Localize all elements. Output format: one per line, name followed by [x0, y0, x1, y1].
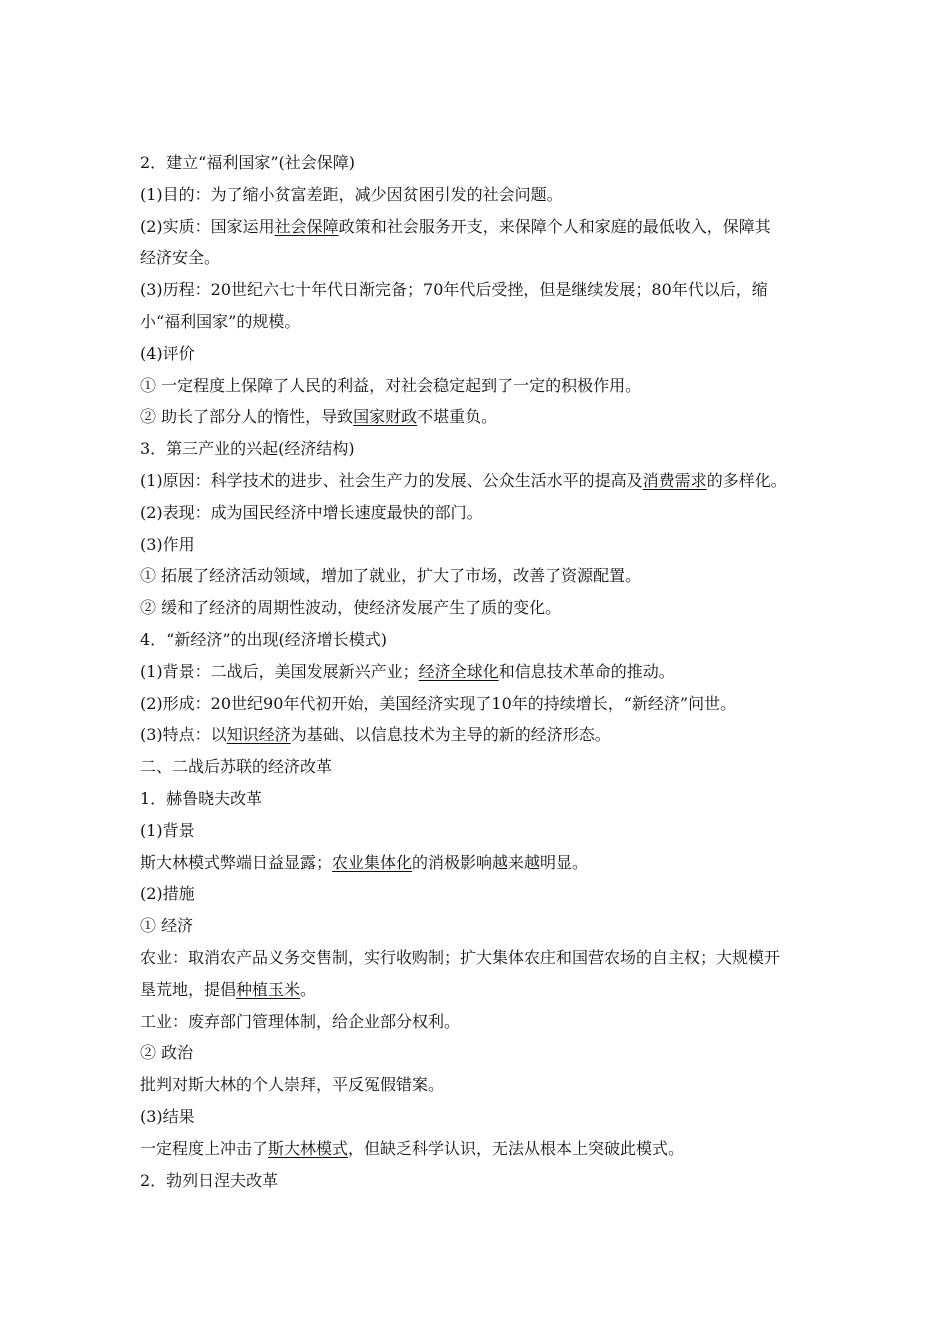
text-segment: 农业：取消农产品义务交售制，实行收购制；扩大集体农庄和国营农场的自主权；大规模开 [140, 947, 781, 967]
text-segment: 的消极影响越来越明显。 [412, 852, 589, 872]
text-segment: 3．第三产业的兴起(经济结构) [140, 439, 355, 459]
text-line [140, 1165, 820, 1197]
text-line [140, 1069, 820, 1101]
text-segment: (1)原因：科学技术的进步、社会生产力的发展、公众生活水平的提高及 [140, 470, 643, 490]
text-segment: 。 [300, 979, 317, 999]
text-segment: ，但缺乏科学认识，无法从根本上突破此模式。 [348, 1138, 685, 1158]
text-line [140, 211, 820, 243]
text-line [140, 910, 820, 942]
text-segment: (3)特点：以 [140, 725, 227, 745]
text-segment: (2)措施 [140, 884, 195, 904]
text-line [140, 815, 820, 847]
text-line [140, 465, 820, 497]
text-segment: 斯大林模式弊端日益显露； [140, 852, 333, 872]
underlined-keyword: 农业集体化 [332, 852, 413, 872]
text-segment: 的多样化。 [706, 470, 787, 490]
text-line [140, 1006, 820, 1038]
text-segment: (2)实质：国家运用 [140, 216, 275, 236]
text-segment: (1)背景：二战后，美国发展新兴产业； [140, 661, 419, 681]
text-line [140, 719, 820, 751]
underlined-keyword: 知识经济 [226, 725, 291, 745]
text-line [140, 179, 820, 211]
text-line [140, 592, 820, 624]
text-line [140, 974, 820, 1006]
text-line [140, 1101, 820, 1133]
text-segment: 垦荒地，提倡 [140, 979, 237, 999]
text-segment: 工业：废弃部门管理体制，给企业部分权利。 [140, 1011, 461, 1031]
text-segment: (4)评价 [140, 343, 195, 363]
text-segment: 2．建立“福利国家”(社会保障) [140, 153, 356, 172]
underlined-keyword: 社会保障 [274, 216, 339, 236]
underlined-keyword: 国家财政 [353, 407, 418, 427]
text-segment: 批判对斯大林的个人崇拜，平反冤假错案。 [140, 1075, 445, 1095]
text-line [140, 242, 820, 274]
text-segment: ① 一定程度上保障了人民的利益，对社会稳定起到了一定的积极作用。 [140, 375, 642, 395]
text-segment: 政策和社会服务开支，来保障个人和家庭的最低收入，保障其 [338, 216, 771, 236]
text-segment: 不堪重负。 [417, 407, 498, 427]
text-line [140, 1133, 820, 1165]
text-line [140, 370, 820, 402]
text-line [140, 688, 820, 720]
text-line [140, 783, 820, 815]
text-segment: ② 政治 [140, 1043, 194, 1063]
underlined-keyword: 经济全球化 [418, 661, 499, 681]
text-segment: 1．赫鲁晓夫改革 [140, 788, 263, 808]
text-line [140, 624, 820, 656]
text-segment: ② 缓和了经济的周期性波动，使经济发展产生了质的变化。 [140, 598, 562, 618]
text-line [140, 751, 820, 783]
text-segment: 一定程度上冲击了 [140, 1138, 269, 1158]
text-segment: 和信息技术革命的推动。 [498, 661, 675, 681]
text-segment: (3)历程：20世纪六七十年代日渐完备；70年代后受挫，但是继续发展；80年代以后，缩 [140, 280, 768, 300]
text-line [140, 497, 820, 529]
document-body [140, 147, 820, 1196]
text-line [140, 401, 820, 433]
text-segment: 4．“新经济”的出现(经济增长模式) [140, 629, 388, 649]
text-segment: (1)背景 [140, 820, 195, 840]
text-line [140, 942, 820, 974]
underlined-keyword: 种植玉米 [236, 979, 301, 999]
text-segment: (1)目的：为了缩小贫富差距，减少因贫困引发的社会问题。 [140, 184, 563, 204]
text-segment: (2)表现：成为国民经济中增长速度最快的部门。 [140, 502, 483, 522]
text-line [140, 433, 820, 465]
text-line [140, 338, 820, 370]
text-segment: (2)形成：20世纪90年代初开始，美国经济实现了10年的持续增长，“新经济”问世。 [140, 693, 737, 713]
text-segment: 小“福利国家”的规模。 [140, 311, 301, 331]
text-line [140, 560, 820, 592]
text-segment: (3)结果 [140, 1106, 195, 1126]
text-line [140, 529, 820, 561]
text-segment: 2．勃列日涅夫改革 [140, 1170, 279, 1190]
underlined-keyword: 消费需求 [642, 470, 707, 490]
text-line [140, 656, 820, 688]
text-line [140, 274, 820, 306]
text-line [140, 878, 820, 910]
text-line [140, 847, 820, 879]
text-line [140, 306, 820, 338]
text-segment: ② 助长了部分人的惰性，导致 [140, 407, 354, 427]
text-segment: 经济安全。 [140, 248, 221, 268]
text-segment: ① 经济 [140, 916, 194, 936]
underlined-keyword: 斯大林模式 [268, 1138, 349, 1158]
text-segment: 为基础、以信息技术为主导的新的经济形态。 [290, 725, 611, 745]
text-segment: 二、二战后苏联的经济改革 [140, 757, 333, 777]
text-segment: ① 拓展了经济活动领域，增加了就业，扩大了市场，改善了资源配置。 [140, 566, 642, 586]
text-line [140, 147, 820, 179]
text-segment: (3)作用 [140, 534, 195, 554]
text-line [140, 1037, 820, 1069]
